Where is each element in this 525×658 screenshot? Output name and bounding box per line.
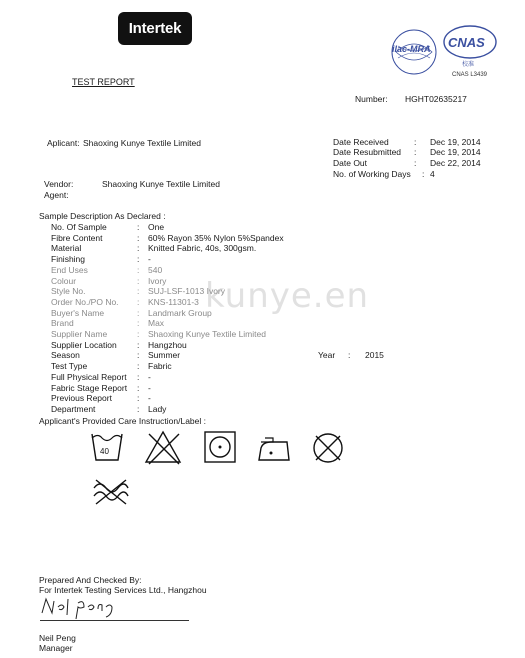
cnas-logo <box>444 26 496 78</box>
sample-row-colon: : <box>137 308 140 318</box>
report-title: TEST REPORT <box>72 77 135 87</box>
year-label: Year <box>318 350 336 360</box>
working-days-label: No. of Working Days <box>333 169 411 179</box>
sample-row-label: Brand <box>51 318 74 328</box>
cnas-code: CNAS L3439 <box>452 72 488 78</box>
date-out-value: Dec 22, 2014 <box>430 158 481 168</box>
sample-row-value: - <box>148 372 151 382</box>
sample-row-label: Supplier Name <box>51 329 108 339</box>
sample-row-label: Test Type <box>51 361 88 371</box>
sample-row-colon: : <box>137 243 140 253</box>
sample-row-value: Summer <box>148 350 181 360</box>
sample-row-label: No. Of Sample <box>51 222 107 232</box>
accreditation-logos <box>388 18 503 80</box>
signature-line <box>40 620 189 621</box>
sample-row-label: Fabric Stage Report <box>51 383 128 393</box>
do-not-bleach-icon <box>146 432 180 464</box>
sample-row-value: Lady <box>148 404 167 414</box>
sample-row-label: Order No./PO No. <box>51 297 119 307</box>
date-out-label: Date Out <box>333 158 368 168</box>
sample-row-colon: : <box>137 286 140 296</box>
sample-row-colon: : <box>137 265 140 275</box>
sample-row-colon: : <box>137 329 140 339</box>
agent-label: Agent: <box>44 190 69 200</box>
sample-row-value: Shaoxing Kunye Textile Limited <box>148 329 266 339</box>
sample-row-value: - <box>148 383 151 393</box>
sample-row-label: Finishing <box>51 254 86 264</box>
wash-temp: 40 <box>100 447 109 456</box>
sample-row-colon: : <box>137 404 140 414</box>
signer-title: Manager <box>39 643 73 653</box>
sample-row-label: Material <box>51 243 82 253</box>
sample-heading: Sample Description As Declared : <box>39 211 166 221</box>
sample-row-value: Landmark Group <box>148 308 212 318</box>
sample-row-value: 540 <box>148 265 163 275</box>
sample-row-value: Knitted Fabric, 40s, 300gsm. <box>148 243 257 253</box>
sample-row-colon: : <box>137 393 140 403</box>
vendor-label: Vendor: <box>44 179 74 189</box>
do-not-dry-clean-icon <box>314 434 342 462</box>
working-days-value: 4 <box>430 169 435 179</box>
sample-row-label: Previous Report <box>51 393 112 403</box>
sample-row-label: Supplier Location <box>51 340 117 350</box>
date-resubmitted-label: Date Resubmitted <box>333 147 402 157</box>
tumble-dry-icon <box>205 432 235 462</box>
sample-row-label: Full Physical Report <box>51 372 127 382</box>
sample-row-label: End Uses <box>51 265 88 275</box>
sample-row-value: Ivory <box>148 276 167 286</box>
sample-row-label: Colour <box>51 276 77 286</box>
sample-row-value: 60% Rayon 35% Nylon 5%Spandex <box>148 233 284 243</box>
sample-row-value: KNS-11301-3 <box>148 297 199 307</box>
prepared-label: Prepared And Checked By: <box>39 575 142 585</box>
sample-row-colon: : <box>137 340 140 350</box>
sample-row-colon: : <box>137 350 140 360</box>
do-not-wring-icon <box>94 480 128 504</box>
care-symbols <box>90 430 360 510</box>
applicant-value: Shaoxing Kunye Textile Limited <box>83 138 201 148</box>
care-heading: Applicant's Provided Care Instruction/Label : <box>39 416 206 426</box>
sample-row-value: - <box>148 393 151 403</box>
date-received-label: Date Received <box>333 137 389 147</box>
sample-row-label: Fibre Content <box>51 233 103 243</box>
signature <box>40 593 120 619</box>
date-colon: : <box>414 158 417 168</box>
sample-row-colon: : <box>137 372 140 382</box>
sample-row-value: Hangzhou <box>148 340 187 350</box>
sample-row-colon: : <box>137 318 140 328</box>
sample-row-colon: : <box>137 254 140 264</box>
sample-row-label: Style No. <box>51 286 86 296</box>
iron-low-icon <box>259 438 289 460</box>
sample-row-colon: : <box>137 222 140 232</box>
number-value: HGHT02635217 <box>405 94 467 104</box>
sample-row-value: Fabric <box>148 361 172 371</box>
sample-row-label: Department <box>51 404 96 414</box>
date-colon: : <box>414 147 417 157</box>
intertek-logo <box>118 12 192 45</box>
signer-name: Neil Peng <box>39 633 76 643</box>
sample-row-label: Buyer's Name <box>51 308 105 318</box>
date-colon: : <box>422 169 425 179</box>
sample-row-value: - <box>148 254 151 264</box>
cnas-text: CNAS <box>448 35 485 50</box>
number-label: Number: <box>355 94 388 104</box>
sample-row-colon: : <box>137 233 140 243</box>
logo-text: Intertek <box>128 20 182 37</box>
sample-row-value: Max <box>148 318 165 328</box>
date-received-value: Dec 19, 2014 <box>430 137 481 147</box>
year-colon: : <box>348 350 351 360</box>
vendor-value: Shaoxing Kunye Textile Limited <box>102 179 220 189</box>
sample-row-label: Season <box>51 350 80 360</box>
sample-row-colon: : <box>137 297 140 307</box>
applicant-label: Aplicant: <box>47 138 80 148</box>
sample-row-colon: : <box>137 361 140 371</box>
sample-row-colon: : <box>137 276 140 286</box>
sample-row-value: SUJ-LSF-1013 Ivory <box>148 286 225 296</box>
ilac-text: ilac-MRA <box>392 44 431 54</box>
sample-row-value: One <box>148 222 165 232</box>
company-line: For Intertek Testing Services Ltd., Hangzhou <box>39 585 207 595</box>
wash-40-icon <box>92 434 122 460</box>
date-resubmitted-value: Dec 19, 2014 <box>430 147 481 157</box>
date-colon: : <box>414 137 417 147</box>
watermark: kunye.en <box>205 276 370 316</box>
sample-row-colon: : <box>137 383 140 393</box>
cnas-sub-text: 校准 <box>462 61 475 68</box>
year-value: 2015 <box>365 350 384 360</box>
ilac-mra-logo <box>392 30 436 74</box>
